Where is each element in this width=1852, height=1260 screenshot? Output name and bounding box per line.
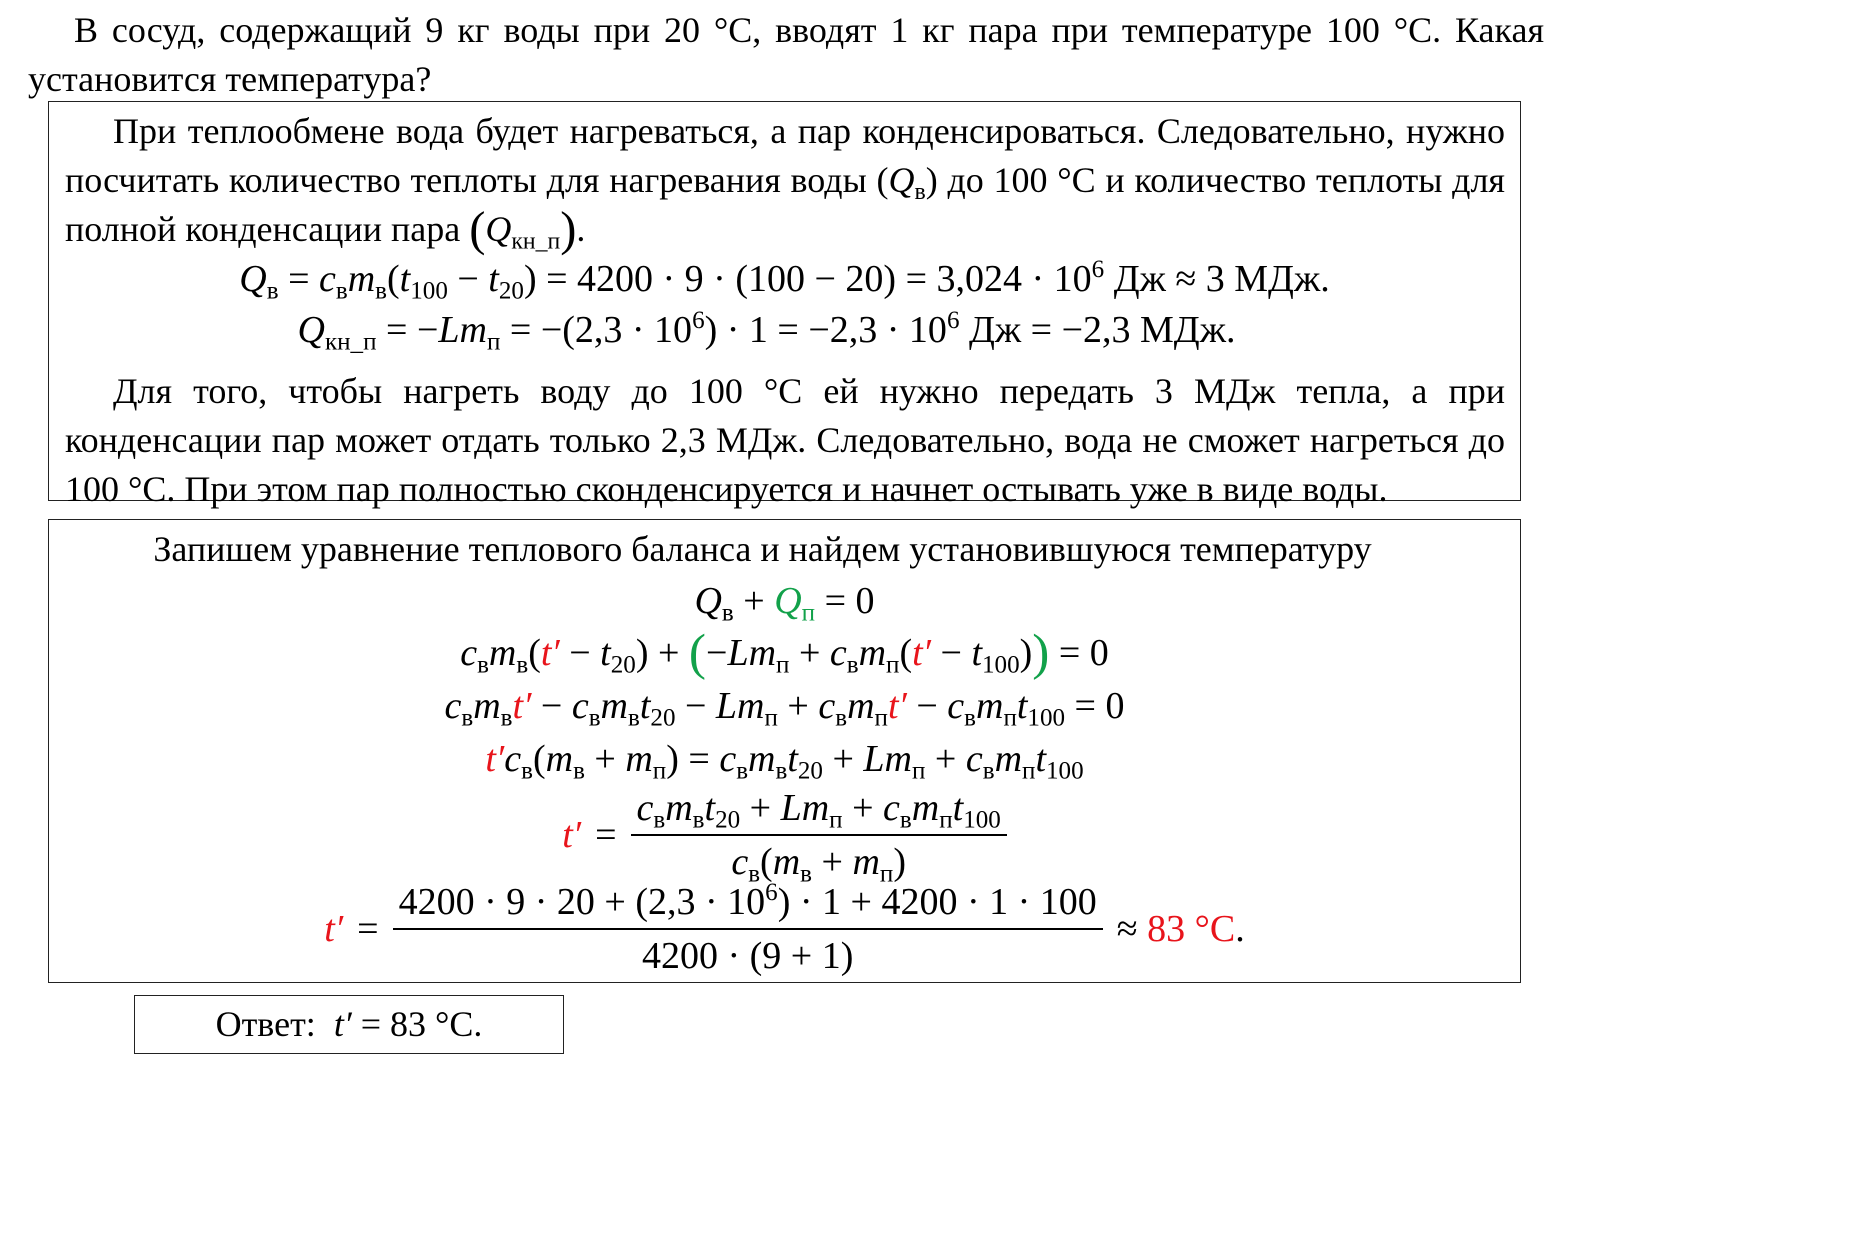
answer-value: = 83 °С. bbox=[360, 1004, 483, 1044]
heat-equation: $Q_в = c_вm_в(t_{100} - t_{20}) = 4200 \cdot 9 \cdot (100 - 20) = 3,024 \cdot 10^6$ Дж ≈ 3 МДж. bbox=[239, 256, 1330, 305]
expanded-equation: $c_вm_в(t' - t_{20}) + (-Lm_п + c_вm_п(t' - t_{100})) = 0$ bbox=[460, 624, 1109, 682]
answer-line: Ответ: t′ = 83 °С. bbox=[215, 1004, 483, 1044]
analysis-box bbox=[48, 101, 1521, 509]
answer-box bbox=[134, 995, 564, 1054]
numeric-fraction-body: $\frac{4200 \cdot 9 \cdot 20 + (2,3 \cdot 10^6) \cdot 1 + 4200 \cdot 1 \cdot 100}{4200 \cdot (9 + 1)}$ bbox=[393, 876, 1103, 982]
numeric-fraction: t′ = $\frac{4200 \cdot 9 \cdot 20 + (2,3 \cdot 10^6) \cdot 1 + 4200 \cdot 1 \cdot 100}{4200 \cdot (9 + 1)}$ ≈ 83 °С. bbox=[49, 876, 1520, 982]
answer-label: Ответ: bbox=[215, 1004, 316, 1044]
analysis-paragraph-1: При теплообмене вода будет нагреваться, а пар конденсироваться. Следовательно, нужно посчитать количество теплоты для нагревания воды $(Q_в)$ до 100 °С и количество теплоты для полной конденсации пара $(Q_{кн\_п})$. bbox=[65, 111, 1505, 256]
formula-fraction: t′ = $\frac{c_вm_вt_{20} + Lm_п + c_вm_пt_{100}}{c_в(m_в + m_п)}$ bbox=[49, 782, 1520, 888]
solution-box bbox=[48, 519, 1521, 983]
analysis-paragraph-2: Для того, чтобы нагреть воду до 100 °С ей нужно передать 3 МДж тепла, а при конденсации пар может отдать только 2,3 МДж. Следовательно, вода не сможет нагреться до 100 °С. При этом пар полностью сконденсируется и начнет остывать уже в виде воды. bbox=[65, 371, 1505, 509]
problem-statement bbox=[28, 6, 1544, 104]
problem-text: В сосуд, содержащий 9 кг воды при 20 °С, вводят 1 кг пара при температуре 100 °С. Какая установится температура? bbox=[28, 10, 1544, 99]
condensation-equation: $Q_{кн\_п} = -Lm_п = -(2,3 \cdot 10^6) \cdot 1 = -2,3 \cdot 10^6$ Дж = −2,3 МДж. bbox=[297, 307, 1236, 356]
opened-brackets-equation: $c_вm_вt' - c_вm_вt_{20} - Lm_п + c_вm_пt' - c_вm_пt_{100} = 0$ bbox=[444, 685, 1125, 732]
formula-fraction-body: $\frac{c_вm_вt_{20} + Lm_п + c_вm_пt_{100}}{c_в(m_в + m_п)}$ bbox=[631, 782, 1007, 888]
balance-equation: $Q_в + Q_п = 0$ bbox=[694, 580, 875, 627]
solution-heading: Запишем уравнение теплового баланса и найдем установившуюся температуру bbox=[153, 529, 1372, 569]
result-value: 83 °С bbox=[1147, 908, 1236, 950]
grouped-equation: $t'c_в(m_в + m_п) = c_вm_вt_{20} + Lm_п + c_вm_пt_{100}$ bbox=[485, 738, 1084, 785]
